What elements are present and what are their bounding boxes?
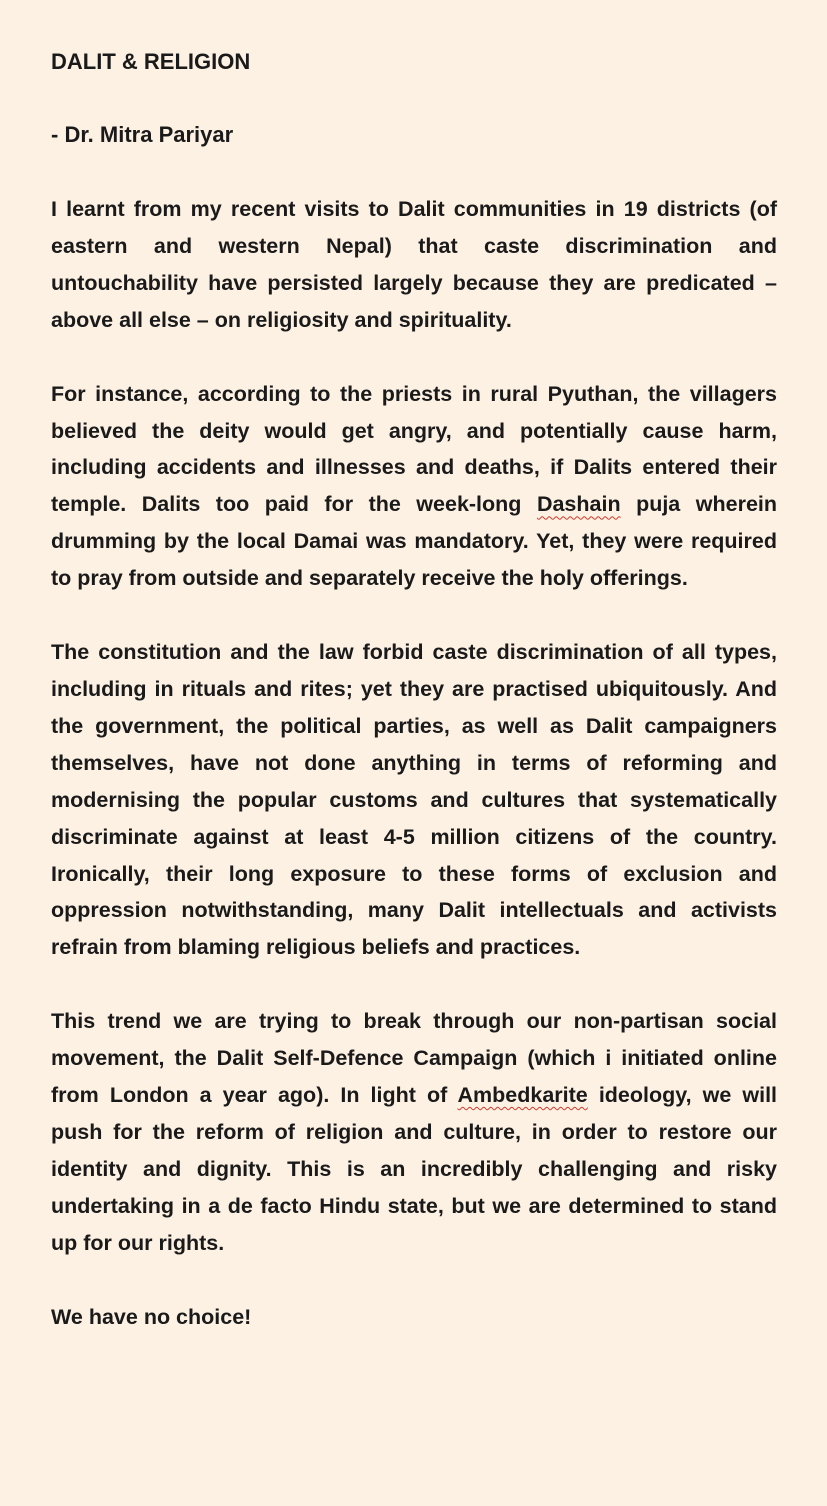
closing-line: We have no choice! [51,1304,252,1329]
paragraph-2-text-after: puja wherein drumming by the local Damai was mandatory. Yet, they were required to pray from outside and separately receive the holy offerings. [51,492,778,591]
paragraph-2-text-before: For instance, according to the priests in rural Pyuthan, the villagers believed the deity would get angry, and potentially cause harm, including accidents and illnesses and deaths, if Dalits entered their temple. Dalits too paid for the week-long [51,381,777,517]
spellcheck-flagged-word-ambedkarite: Ambedkarite [457,1083,588,1108]
paragraph-4-text-after: ideology, we will push for the reform of religion and culture, in order to restore our identity and dignity. This is an incredibly challenging and risky undertaking in a de facto Hindu state, but we are determined to stand up for our rights. [51,1083,778,1255]
paragraph-3: The constitution and the law forbid caste discrimination of all types, including in rituals and rites; yet they are practised ubiquitously. And the government, the political parties, as well as Dalit campaigners themselves, have not done anything in terms of reforming and modernising the popular customs and cultures that systematically discriminate against at least 4-5 million citizens of the country. Ironically, their long exposure to these forms of exclusion and oppression notwithstanding, many Dalit intellectuals and activists refrain from blaming religious beliefs and practices. [51,640,777,960]
author-line: - Dr. Mitra Pariyar [51,122,234,147]
spellcheck-flagged-word-dashain: Dashain [536,492,621,517]
paragraph-1: I learnt from my recent visits to Dalit communities in 19 districts (of eastern and western Nepal) that caste discrimination and untouchability have persisted largely because they are predicated – above all else – on religiosity and spirituality. [51,197,777,332]
paragraph-4-text-before: This trend we are trying to break through our non-partisan social movement, the Dalit Self-Defence Campaign (which i initiated online from London a year ago). In light of [51,1009,777,1108]
document-page [51,44,777,1335]
document-title: DALIT & RELIGION [51,49,251,74]
paragraph-4 [51,1003,777,1261]
paragraph-2 [51,376,777,597]
